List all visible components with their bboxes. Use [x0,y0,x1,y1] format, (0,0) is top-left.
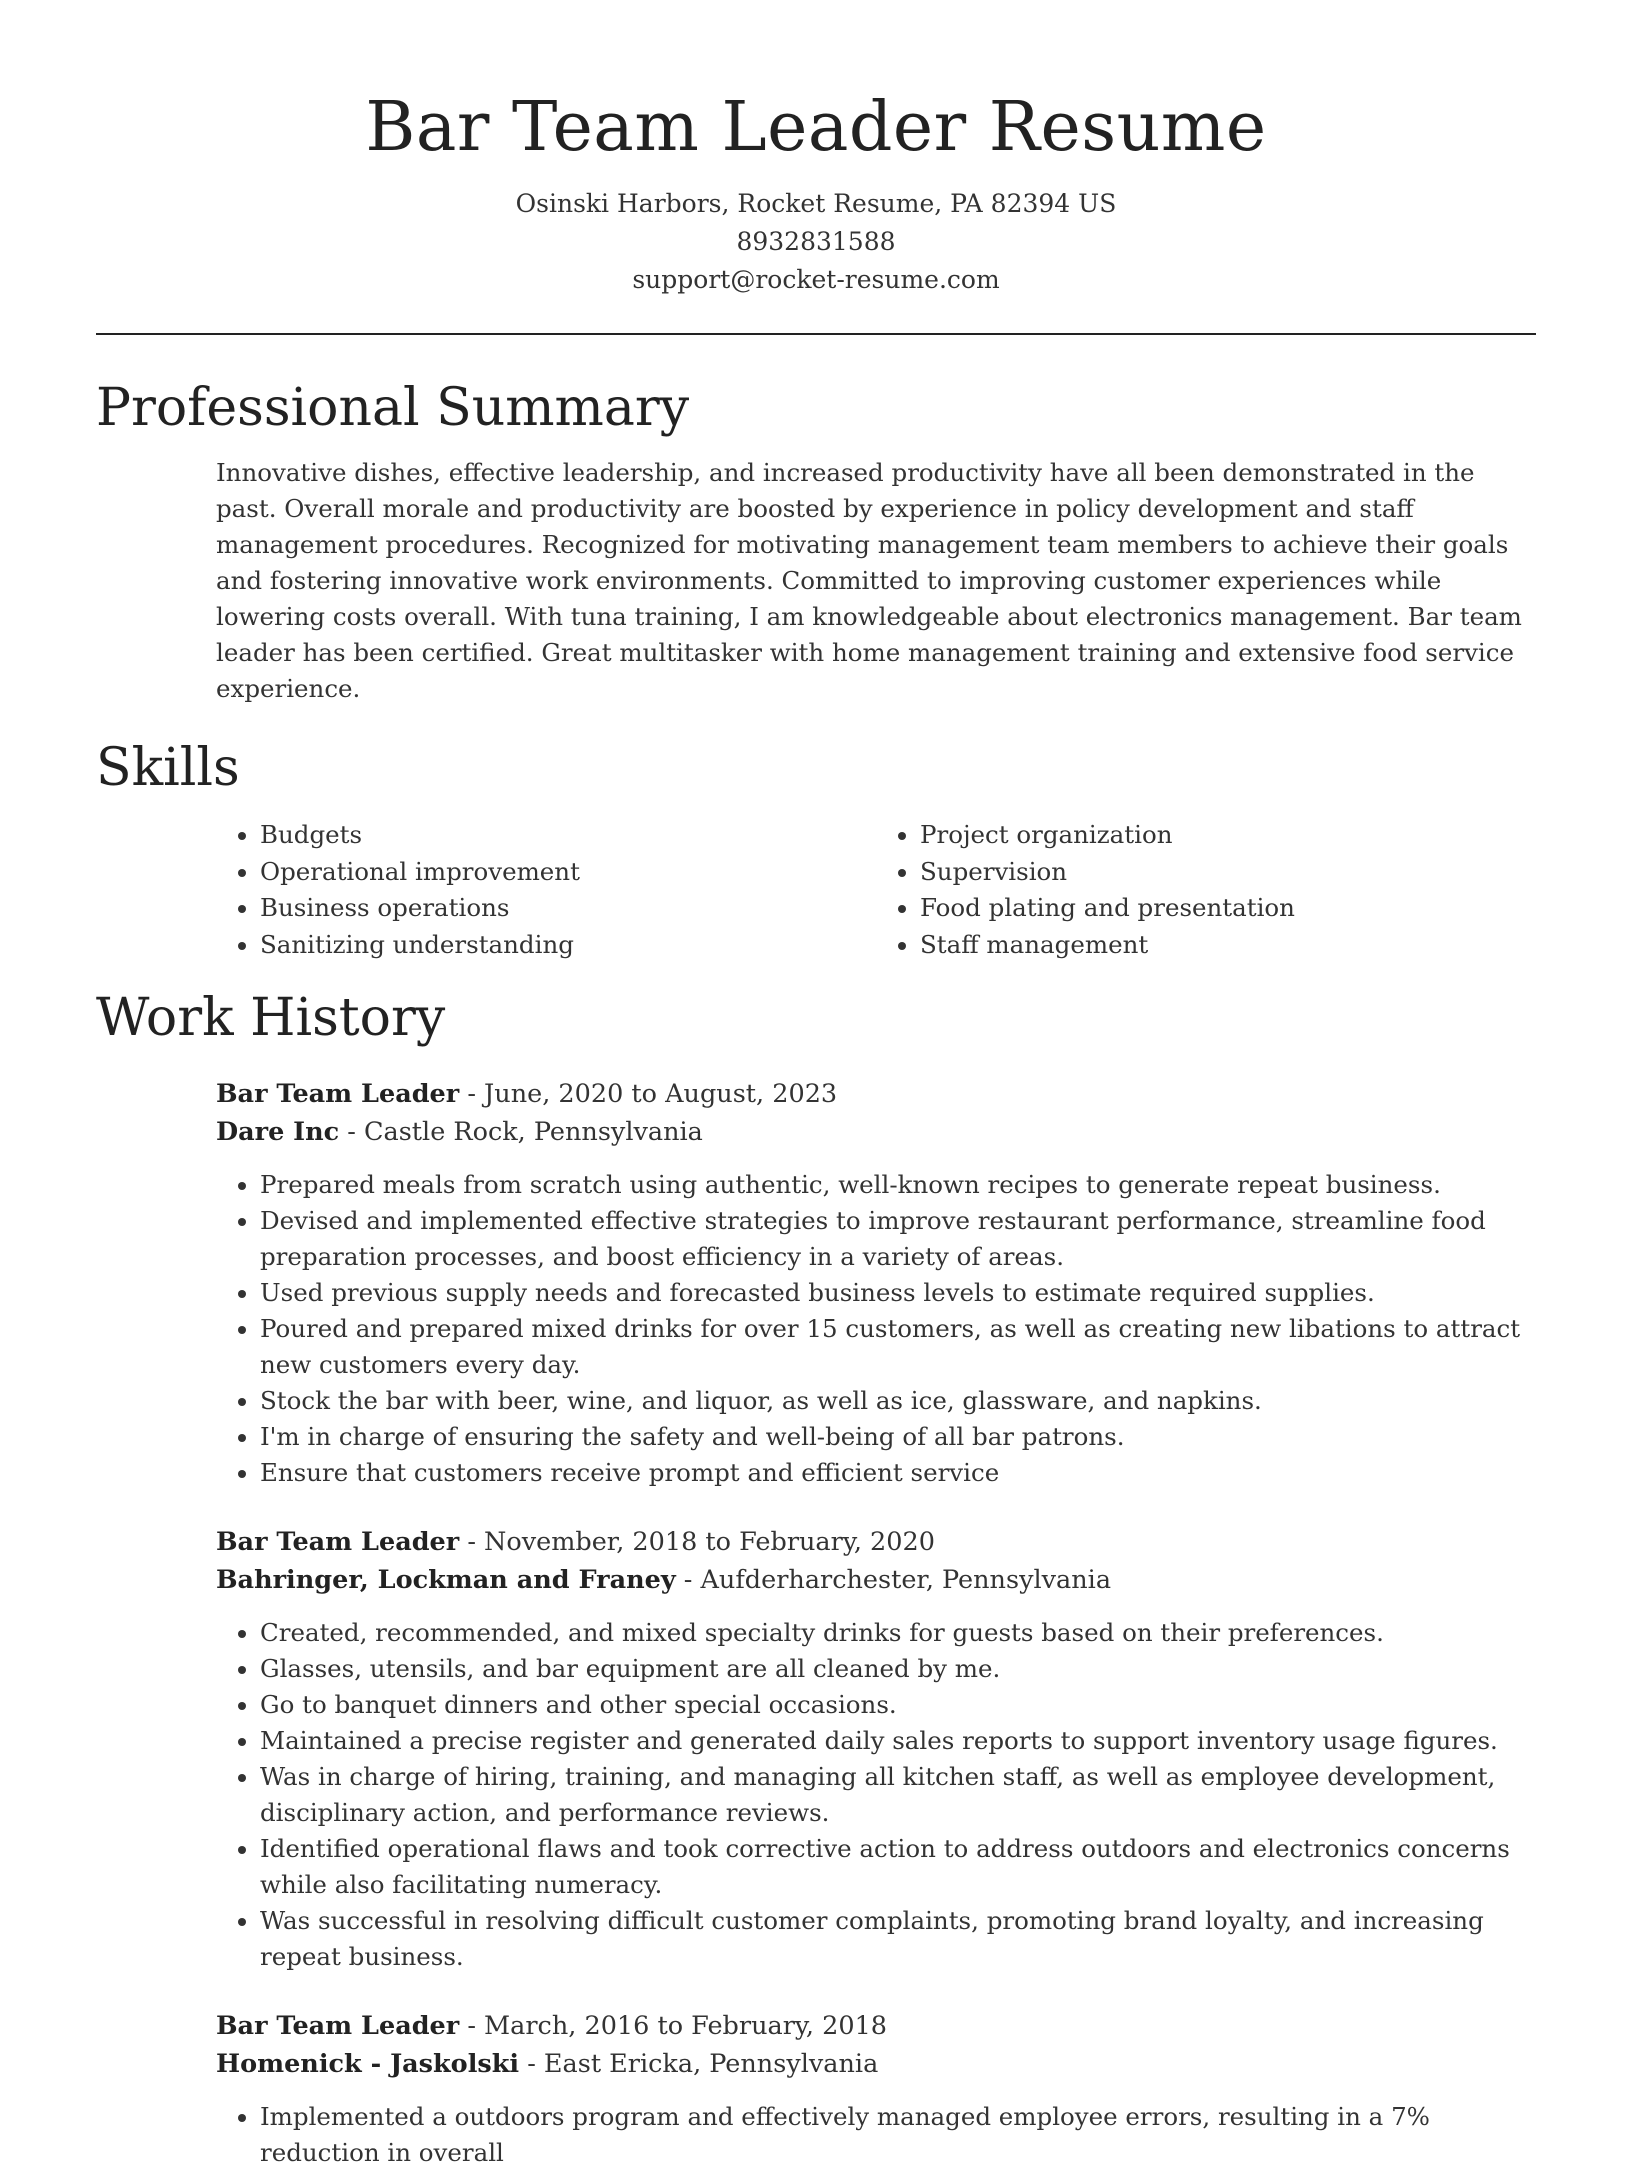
job-bullets [216,2099,1536,2171]
address: Osinski Harbors, Rocket Resume, PA 82394 US [515,189,1117,218]
skills-list [216,817,1536,963]
job-entry [216,1075,1536,1491]
job-role-line [216,1075,1536,1113]
skill-item: • Project organization [920,817,1536,854]
job-entry [216,2007,1536,2171]
job-bullet: • Go to banquet dinners and other special occasions. [260,1687,1536,1723]
job-bullet: • Was in charge of hiring, training, and managing all kitchen staff, as well as employee development, disciplinary action, and performance reviews. [260,1759,1536,1831]
job-bullet: • I'm in charge of ensuring the safety and well-being of all bar patrons. [260,1419,1536,1455]
job-location: - East Ericka, Pennsylvania [519,2049,879,2079]
skill-item: • Operational improvement [260,854,876,891]
job-dates: - June, 2020 to August, 2023 [459,1079,838,1109]
skills-column-left [216,817,876,963]
contact-info [0,185,1632,299]
job-location: - Aufderharchester, Pennsylvania [675,1565,1112,1595]
job-role: Bar Team Leader [216,1527,460,1557]
job-bullet: • Stock the bar with beer, wine, and liquor, as well as ice, glassware, and napkins. [260,1383,1536,1419]
job-role: Bar Team Leader [216,1079,460,1109]
job-bullet: • Ensure that customers receive prompt and efficient service [260,1455,1536,1491]
summary-heading: Professional Summary [96,378,690,438]
skill-item: • Staff management [920,927,1536,964]
job-bullet: • Was successful in resolving difficult customer complaints, promoting brand loyalty, and increasing repeat business. [260,1903,1536,1975]
job-company: Homenick - Jaskolski [216,2049,520,2079]
job-company-line [216,1113,1536,1151]
job-bullet: • Identified operational flaws and took corrective action to address outdoors and electronics concerns while also facilitating numeracy. [260,1831,1536,1903]
job-bullets [216,1615,1536,1975]
job-company: Bahringer, Lockman and Franey [216,1565,676,1595]
job-bullets [216,1167,1536,1491]
job-bullet: • Used previous supply needs and forecasted business levels to estimate required supplies. [260,1275,1536,1311]
job-role-line [216,2007,1536,2045]
job-role-line [216,1523,1536,1561]
job-entry [216,1523,1536,1975]
job-location: - Castle Rock, Pennsylvania [339,1117,703,1147]
phone: 8932831588 [736,227,896,256]
email: support@rocket-resume.com [632,265,1000,294]
skills-column-right [876,817,1536,963]
resume-header [0,0,1632,299]
skills-heading: Skills [96,738,240,798]
skill-item: • Food plating and presentation [920,890,1536,927]
job-bullet: • Prepared meals from scratch using authentic, well-known recipes to generate repeat business. [260,1167,1536,1203]
job-company: Dare Inc [216,1117,340,1147]
skill-item: • Budgets [260,817,876,854]
job-dates: - March, 2016 to February, 2018 [459,2011,888,2041]
job-bullet: • Poured and prepared mixed drinks for over 15 customers, as well as creating new libations to attract new customers every day. [260,1311,1536,1383]
job-company-line [216,1561,1536,1599]
summary-text: Innovative dishes, effective leadership, and increased productivity have all been demonstrated in the past. Overall morale and productivity are boosted by experience in policy development and staff management procedures. Recognized for motivating management team members to achieve their goals and fostering innovative work environments. Committed to improving customer experiences while lowering costs overall. With tuna training, I am knowledgeable about electronics management. Bar team leader has been certified. Great multitasker with home management training and extensive food service experience. [216,458,1522,703]
work-history-heading: Work History [96,988,446,1048]
skill-item: • Business operations [260,890,876,927]
job-bullet: • Glasses, utensils, and bar equipment are all cleaned by me. [260,1651,1536,1687]
job-company-line [216,2045,1536,2083]
skill-item: • Sanitizing understanding [260,927,876,964]
job-role: Bar Team Leader [216,2011,460,2041]
job-bullet: • Devised and implemented effective strategies to improve restaurant performance, streamline food preparation processes, and boost efficiency in a variety of areas. [260,1203,1536,1275]
resume-title: Bar Team Leader Resume [365,88,1267,167]
header-divider [96,333,1536,335]
skill-item: • Supervision [920,854,1536,891]
job-bullet: • Maintained a precise register and generated daily sales reports to support inventory usage figures. [260,1723,1536,1759]
job-bullet: • Implemented a outdoors program and effectively managed employee errors, resulting in a 7% reduction in overall [260,2099,1536,2171]
job-dates: - November, 2018 to February, 2020 [459,1527,935,1557]
job-bullet: • Created, recommended, and mixed specialty drinks for guests based on their preferences. [260,1615,1536,1651]
